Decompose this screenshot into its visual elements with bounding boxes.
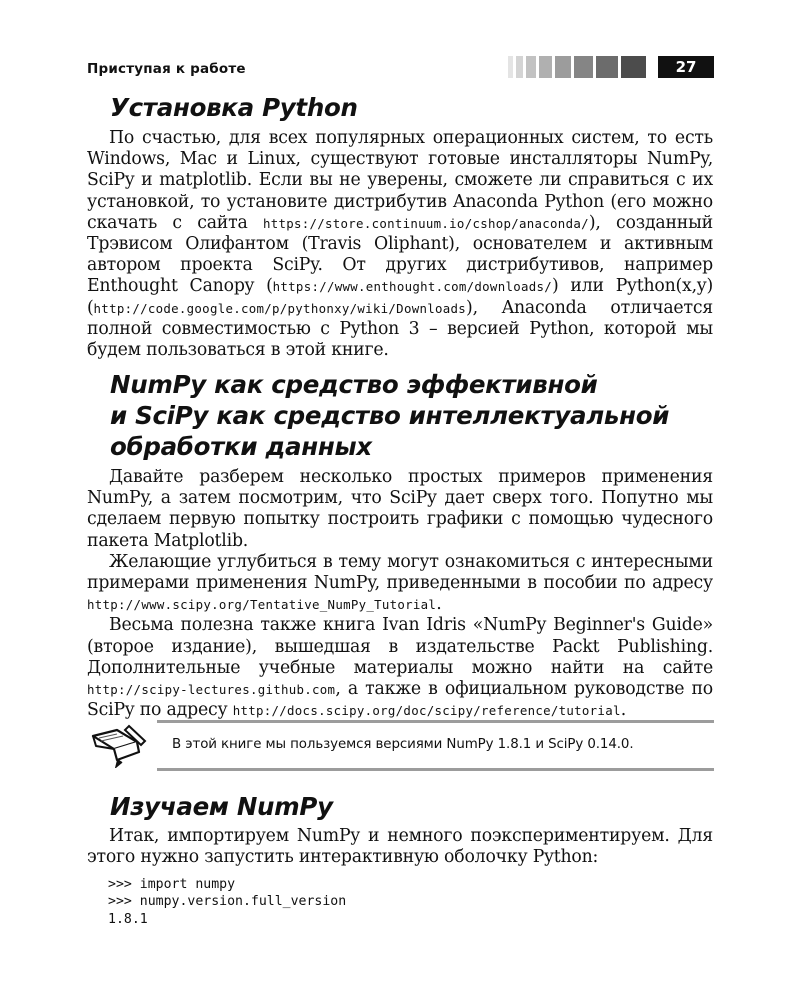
header-bar	[539, 56, 552, 78]
section-heading-install: Установка Python	[110, 93, 358, 122]
header-gradient-bars	[508, 56, 649, 78]
header-bar	[555, 56, 571, 78]
heading-line: и SciPy как средство интеллектуальной	[110, 401, 670, 430]
text-run: ), Anaconda отличается полной совместимостью с Python 3 – версией Python, которой мы будем пользоваться в этой книге.	[87, 297, 713, 361]
note-top-rule	[157, 720, 714, 723]
code-line: >>> import numpy	[108, 877, 236, 892]
heading-line: обработки данных	[110, 432, 372, 461]
text-run: , а также в официальном руководстве по SciPy по адресу	[87, 679, 713, 721]
heading-line: NumPy как средство эффективной	[110, 370, 598, 399]
header-bar	[621, 56, 646, 78]
note-box	[87, 720, 714, 772]
running-title: Приступая к работе	[87, 61, 246, 77]
notepad-pencil-icon	[87, 722, 149, 768]
page-number: 27	[658, 56, 714, 78]
numpy-scipy-text	[87, 467, 713, 721]
paragraph: Итак, импортируем NumPy и немного поэкспериментируем. Для этого нужно запустить интерактивную оболочку Python:	[87, 826, 713, 868]
header-bar	[516, 56, 523, 78]
code-line: 1.8.1	[108, 911, 148, 927]
note-text: В этой книге мы пользуемся версиями NumPy 1.8.1 и SciPy 0.14.0.	[172, 737, 634, 752]
code-line: >>> numpy.version.full_version	[108, 894, 347, 910]
install-text	[87, 128, 713, 361]
anaconda-link[interactable]: https://store.continuum.io/cshop/anaconda/	[262, 215, 589, 231]
section-heading-numpy-scipy	[110, 369, 669, 462]
header-bar	[526, 56, 536, 78]
text-run: Желающие углубиться в тему могут ознакомиться с интересными примерами применения NumPy, приведенными в пособии по адресу	[87, 551, 713, 594]
paragraph	[87, 128, 713, 361]
numpy-tutorial-link[interactable]: http://www.scipy.org/Tentative_NumPy_Tutorial	[87, 597, 437, 613]
text-run: ), созданный Трэвисом Олифантом (Travis Oliphant), основателем и активным автором проекта SciPy. От других дистрибутивов, например Enthought Canopy (	[87, 212, 713, 297]
text-run: Весьма полезна также книга Ivan Idris «NumPy Beginner's Guide» (второе издание), вышедшая в издательстве Packt Publishing. Дополнительные учебные материалы можно найти на сайте	[87, 615, 713, 678]
paragraph	[87, 615, 713, 721]
scipy-docs-link[interactable]: http://docs.scipy.org/doc/scipy/reference/tutorial	[232, 703, 621, 719]
learn-numpy-text	[87, 826, 713, 868]
text-run: .	[620, 700, 627, 721]
page-header	[87, 56, 714, 80]
header-bar	[574, 56, 593, 78]
header-bar	[596, 56, 618, 78]
text-run: ) или Python(x,y) (	[87, 276, 713, 318]
header-bar	[508, 56, 513, 78]
code-listing	[108, 876, 346, 928]
text-run: По счастью, для всех популярных операционных систем, то есть Windows, Mac и Linux, существуют готовые инсталляторы NumPy, SciPy и matplotlib. Если вы не уверены, сможете ли справиться с их установкой, то установите дистрибутив Anaconda Python (его можно скачать с сайта	[87, 128, 713, 233]
section-heading-learn-numpy: Изучаем NumPy	[110, 792, 333, 821]
scipy-lectures-link[interactable]: http://scipy-lectures.github.com	[87, 682, 336, 698]
pythonxy-link[interactable]: http://code.google.com/p/pythonxy/wiki/Downloads	[93, 300, 467, 316]
note-bottom-rule	[157, 768, 714, 771]
enthought-link[interactable]: https://www.enthought.com/downloads/	[272, 279, 553, 295]
text-run: .	[436, 594, 442, 615]
paragraph	[87, 552, 713, 616]
paragraph: Давайте разберем несколько простых примеров применения NumPy, а затем посмотрим, что SciPy дает сверх того. Попутно мы сделаем первую попытку построить графики с помощью чудесного пакета Matplotlib.	[87, 467, 713, 551]
